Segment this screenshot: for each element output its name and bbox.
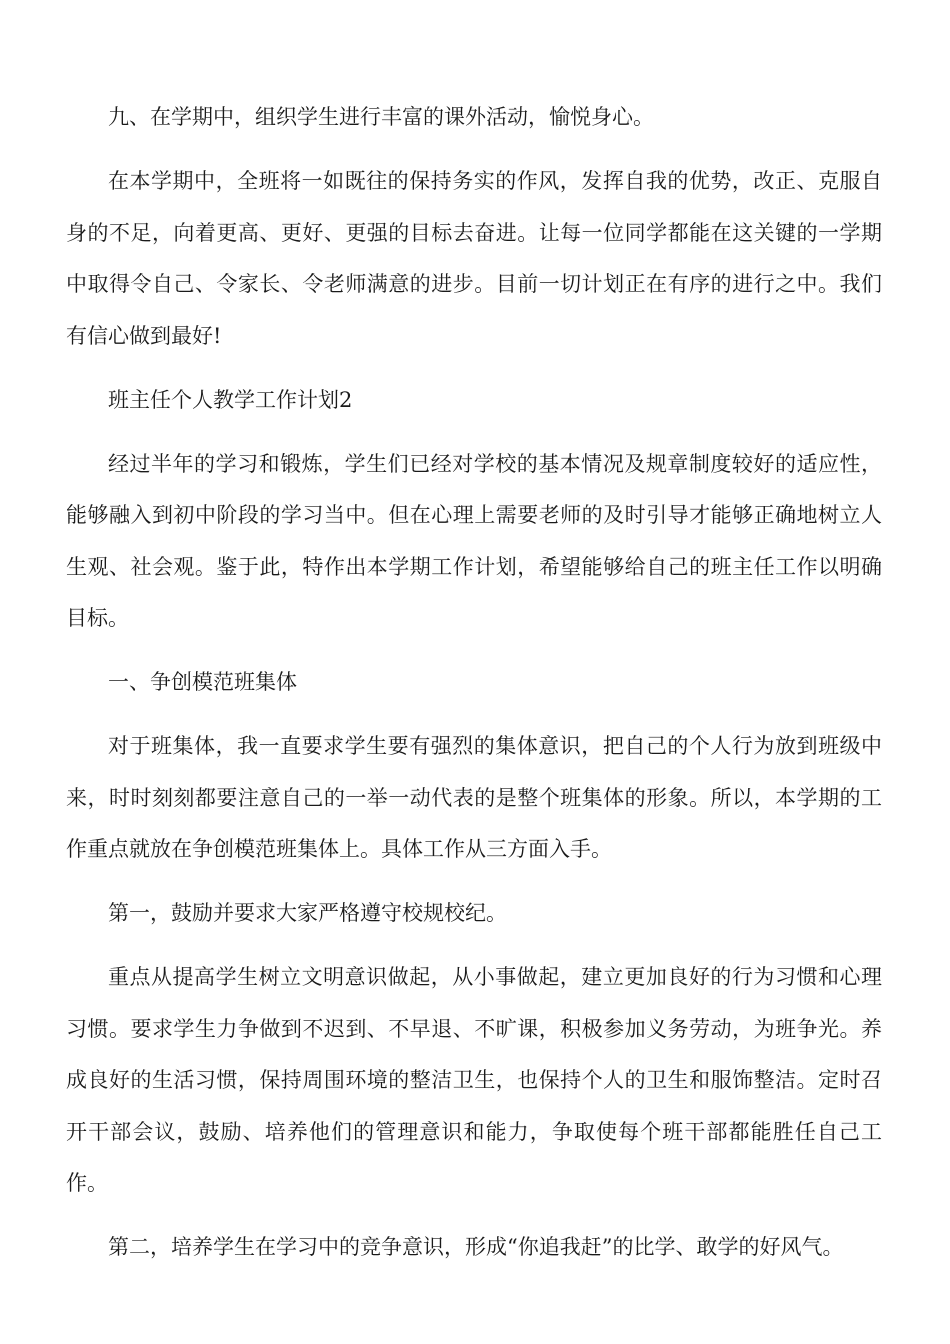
document-page — [66, 92, 882, 1286]
paragraph-activities: 九、在学期中，组织学生进行丰富的课外活动，愉悦身心。 — [108, 105, 654, 129]
paragraph-second-point: 第二，培养学生在学习中的竞争意识，形成“你追我赶”的比学、敢学的好风气。 — [108, 1235, 844, 1259]
paragraph-semester-goals: 在本学期中，全班将一如既往的保持务实的作风，发挥自我的优势，改正、克服自身的不足，向着更高、更好、更强的目标去奋进。让每一位同学都能在这关键的一学期中取得令自己、令家长、令老师满意的进步。目前一切计划正在有序的进行之中。我们有信心做到最好! — [66, 169, 882, 348]
section-title-plan-2: 班主任个人教学工作计划2 — [108, 387, 353, 412]
heading-first-point: 第一，鼓励并要求大家严格遵守校规校纪。 — [108, 901, 507, 925]
paragraph-class-collective: 对于班集体，我一直要求学生要有强烈的集体意识，把自己的个人行为放到班级中来，时时刻刻都要注意自己的一举一动代表的是整个班集体的形象。所以，本学期的工作重点就放在争创模范班集体上。具体工作从三方面入手。 — [66, 734, 882, 861]
heading-model-class: 一、争创模范班集体 — [108, 670, 297, 694]
paragraph-introduction: 经过半年的学习和锻炼，学生们已经对学校的基本情况及规章制度较好的适应性，能够融入到初中阶段的学习当中。但在心理上需要老师的及时引导才能够正确地树立人生观、社会观。鉴于此，特作出本学期工作计划，希望能够给自己的班主任工作以明确目标。 — [66, 451, 882, 630]
paragraph-discipline: 重点从提高学生树立文明意识做起，从小事做起，建立更加良好的行为习惯和心理习惯。要求学生力争做到不迟到、不早退、不旷课，积极参加义务劳动，为班争光。养成良好的生活习惯，保持周围环境的整洁卫生，也保持个人的卫生和服饰整洁。定时召开干部会议，鼓励、培养他们的管理意识和能力，争取使每个班干部都能胜任自己工作。 — [66, 965, 882, 1195]
